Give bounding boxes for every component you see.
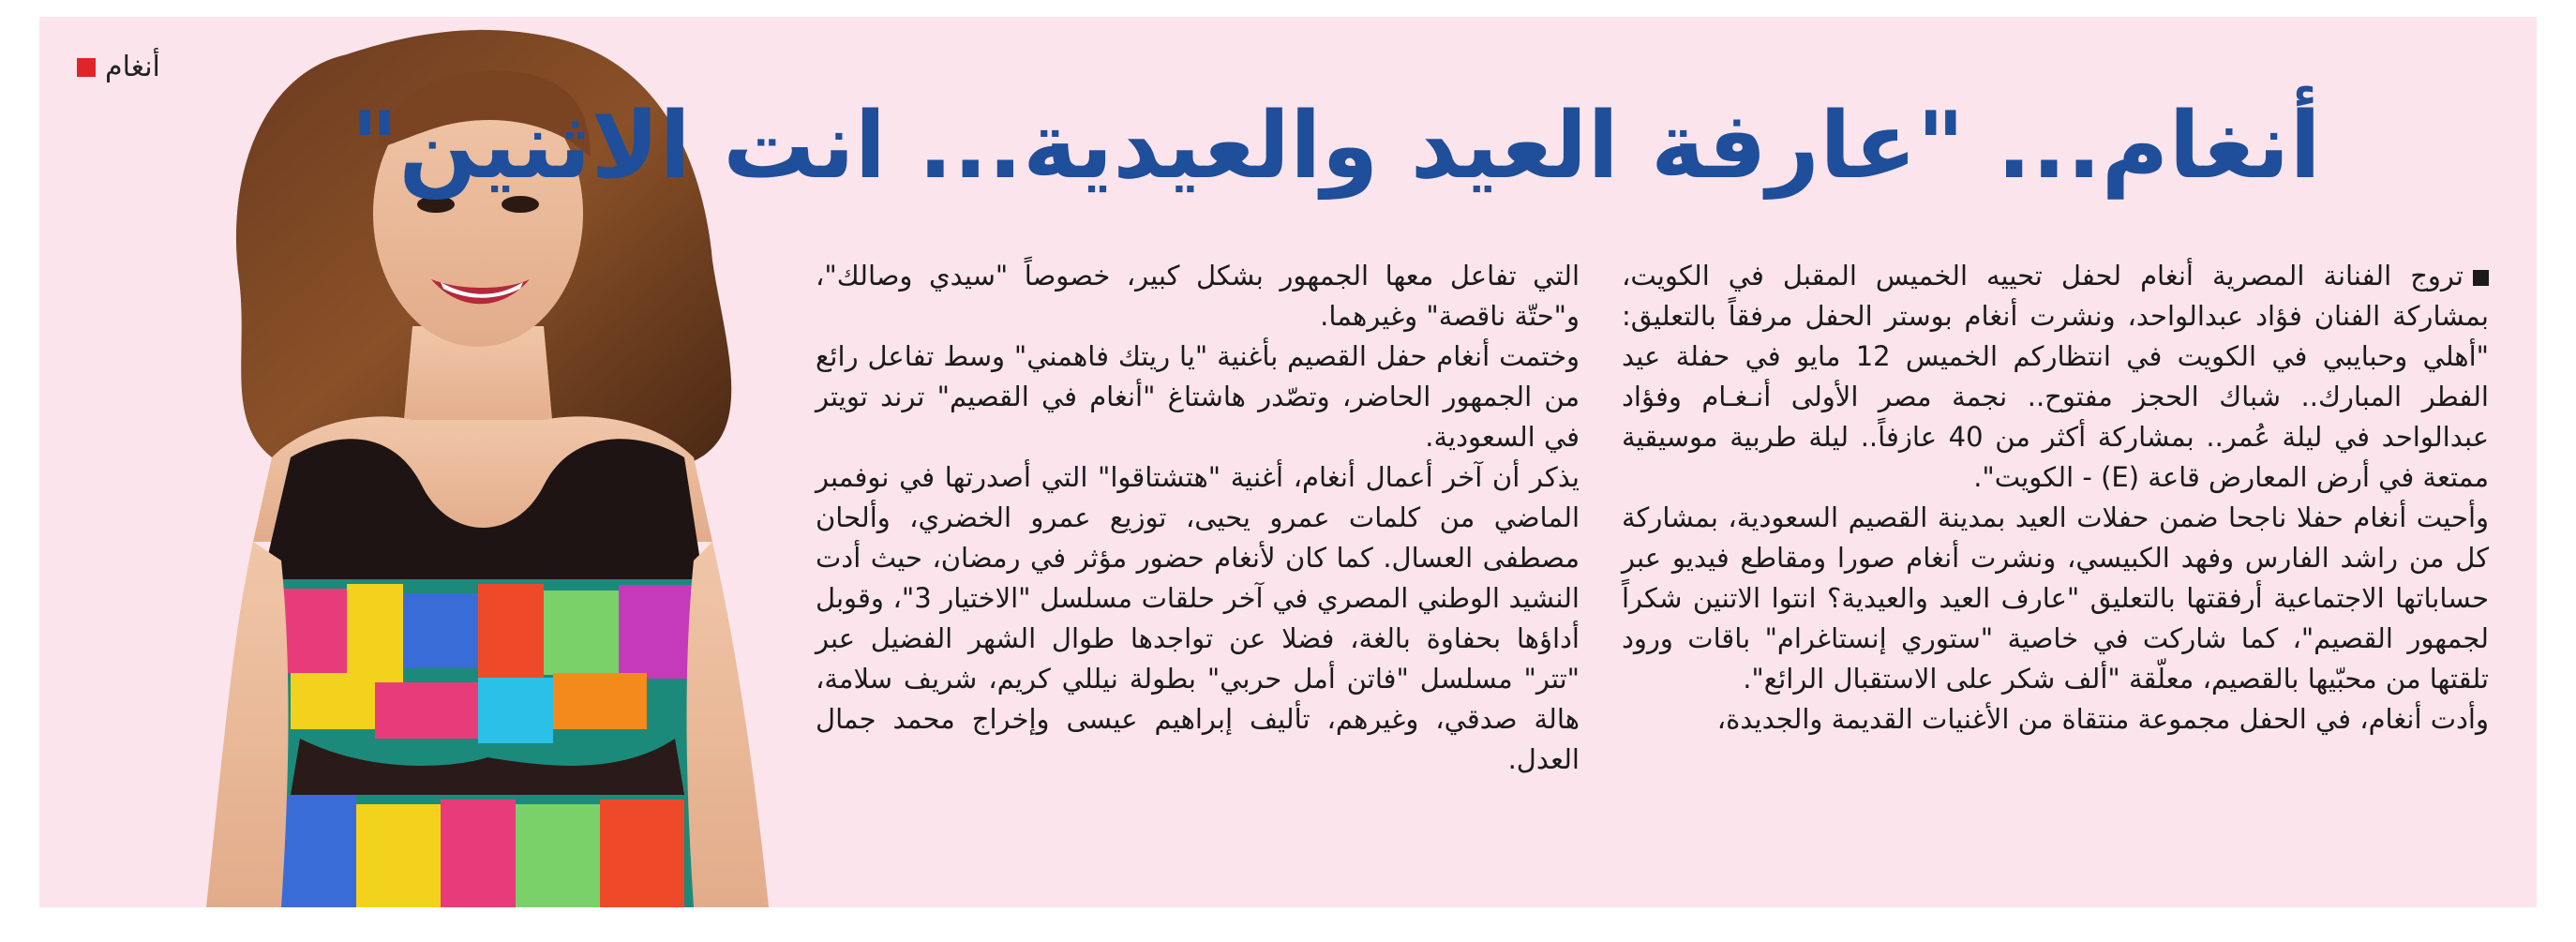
- paragraph: وختمت أنغام حفل القصيم بأغنية "يا ريتك فاهمني" وسط تفاعل رائع من الجمهور الحاضر، وتصّدر هاشتاغ "أنغام في القصيم" ترند تويتر في السعودية.: [816, 340, 1580, 453]
- photo-caption: [77, 51, 160, 83]
- bullet-square-icon: [2473, 270, 2489, 286]
- paragraph: يذكر أن آخر أعمال أنغام، أغنية "هتشتاقوا" التي أصدرتها في نوفمبر الماضي من كلمات عمرو يحيى، توزيع عمرو الخضري، وألحان مصطفى العسال. كما كان لأنغام حضور مؤثر في رمضان، حيث أدت النشيد الوطني المصري في آخر حلقات مسلسل "الاختيار 3"، وقوبل أداؤها بحفاوة بالغة، فضلا عن تواجدها طوال الشهر الفضيل عبر "تتر" مسلسل "فاتن أمل حربي" بطولة نيللي كريم، شريف سلامة، هالة صدقي، وغيرهم، تأليف إبراهيم عيسى وإخراج محمد جمال العدل.: [816, 461, 1580, 775]
- article-column-left: [816, 256, 1580, 780]
- paragraph: تروج الفنانة المصرية أنغام لحفل تحييه الخميس المقبل في الكويت، بمشاركة الفنان فؤاد عبدالواحد، ونشرت أنغام بوستر الحفل مرفقاً بالتعليق: "أهلي وحبايبي في الكويت في انتظاركم الخميس 12 مايو في حفلة عيد الفطر المبارك.. شباك الحجز مفتوح.. نجمة مصر الأولى أنـغـام وفؤاد عبدالواحد في ليلة عُمر.. بمشاركة أكثر من 40 عازفاً.. ليلة طربية موسيقية ممتعة في أرض المعارض قاعة (E) - الكويت".: [1622, 260, 2489, 493]
- article-column-right: [1622, 256, 2489, 740]
- dress-pattern: [262, 579, 703, 907]
- newspaper-article: [39, 17, 2537, 907]
- paragraph: وأدت أنغام، في الحفل مجموعة منتقاة من الأغنيات القديمة والجديدة،: [1716, 703, 2489, 735]
- caption-text: أنغام: [105, 51, 160, 83]
- paragraph: وأحيت أنغام حفلا ناجحا ضمن حفلات العيد بمدينة القصيم السعودية، بمشاركة كل من راشد الفارس وفهد الكبيسي، ونشرت أنغام صورا ومقاطع فيديو عبر حساباتها الاجتماعية أرفقتها بالتعليق "عارف العيد والعيدية؟ انتوا الاتنين شكراً لجمهور القصيم"، كما شاركت في خاصية "ستوري إنستاغرام" باقات ورود تلقتها من محبّيها بالقصيم، معلّقة "ألف شكر على الاستقبال الرائع".: [1622, 501, 2489, 695]
- article-headline: أنغام... "عارفة العيد والعيدية... انت الاثنين": [351, 93, 2321, 200]
- caption-square-icon: [77, 58, 96, 77]
- paragraph: التي تفاعل معها الجمهور بشكل كبير، خصوصاً "سيدي وصالك"، و"حتّة ناقصة" وغيرهما.: [816, 260, 1580, 332]
